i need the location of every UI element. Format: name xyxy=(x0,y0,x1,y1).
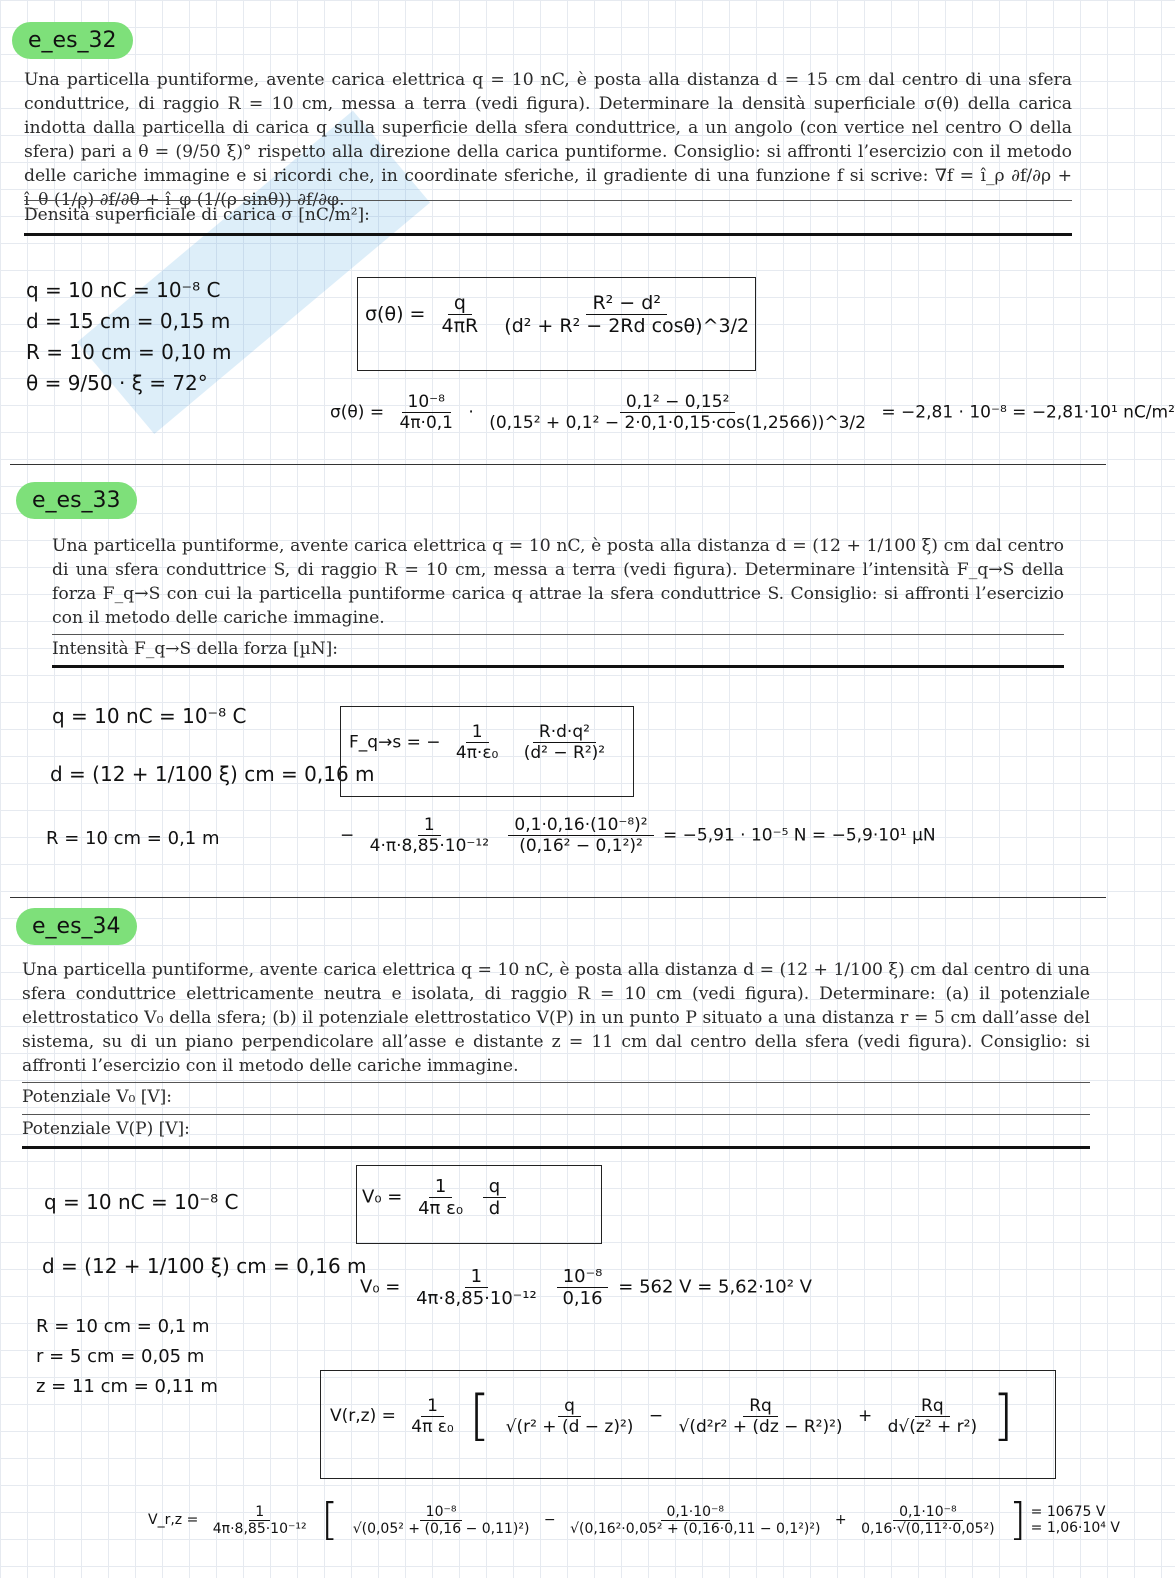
v0c-lhs: V₀ = xyxy=(360,1276,401,1298)
calc-den2-33: (0,16² − 0,1²)² xyxy=(519,836,643,856)
vzc-result1: = 10675 V xyxy=(1030,1504,1106,1520)
formula-lhs-32: σ(θ) = xyxy=(365,303,426,325)
v0-den1: 4π ε₀ xyxy=(418,1198,464,1219)
formula-32 xyxy=(365,292,759,337)
formula-den1-33: 4π·ε₀ xyxy=(455,743,499,763)
given-theta-32: θ = 9/50 · ξ = 72° xyxy=(26,371,208,395)
vzc-t3-den: 0,16·√(0,11²·0,05²) xyxy=(861,1520,995,1537)
calculation-33 xyxy=(340,815,936,856)
calc-den1-32: 4π·0,1 xyxy=(399,413,453,433)
v0c-den1: 4π·8,85·10⁻¹² xyxy=(416,1288,537,1309)
formula-vrz: V(r,z) = $\frac{1}{\text{4π ε₀}}$ [ $\frac{q}{\text{√(r² + (d − z)²)}}$ − $\frac{Rq}{\text{√(d²r² + (dz − R²)²)}}$ + $\frac{Rq}{\text{d√(z² + r²)}}$ ] xyxy=(330,1384,1014,1447)
given-d-32: d = 15 cm = 0,15 m xyxy=(26,309,231,333)
v0c-result: = 562 V = 5,62·10² V xyxy=(618,1276,812,1298)
calc-num2-33: 0,1·0,16·(10⁻⁸)² xyxy=(508,815,653,836)
vzc-num1: 1 xyxy=(249,1504,270,1521)
vzc-t1-num: 10⁻⁸ xyxy=(420,1504,463,1521)
v0c-den2: 0,16 xyxy=(562,1288,603,1309)
problem-text-34: Una particella puntiforme, avente carica elettrica q = 10 nC, è posta alla distanza d = (12 + 1/100 ξ) cm dal centro di una sfera conduttrice elettricamente neutra e isolata, di raggio R = 10 cm (vedi figura). Determinare: (a) il potenziale elettrostatico V₀ della sfera; (b) il potenziale elettrostatico V(P) in un punto P situato a una distanza r = 5 cm dall’asse del sistema, su di un piano perpendicolare all’asse e distante z = 11 cm dal centro della sfera (vedi figura). Consiglio: si affronti l’esercizio con il metodo delle cariche immagine. xyxy=(22,960,1090,1076)
given-q-32: q = 10 nC = 10⁻⁸ C xyxy=(26,278,221,302)
formula-den1-32: 4πR xyxy=(441,315,479,337)
vz-den1: 4π ε₀ xyxy=(411,1416,454,1437)
given-q-34: q = 10 nC = 10⁻⁸ C xyxy=(44,1190,239,1214)
section-badge-32: e_es_32 xyxy=(12,22,133,59)
v0-num2: q xyxy=(483,1176,506,1198)
v0-num1: 1 xyxy=(429,1176,452,1198)
vz-t2-num: Rq xyxy=(743,1396,778,1417)
vz-lhs: V(r,z) = xyxy=(330,1406,396,1426)
formula-num1-32: q xyxy=(448,292,472,315)
formula-num1-33: 1 xyxy=(466,722,489,743)
calc-num2-32: 0,1² − 0,15² xyxy=(620,392,736,413)
vz-num1: 1 xyxy=(421,1396,444,1417)
vzc-t2-den: √(0,16²·0,05² + (0,16·0,11 − 0,1²)²) xyxy=(570,1520,821,1537)
answer-field-33: Intensità F_q→S della forza [µN]: xyxy=(52,634,1064,659)
calc-num1-32: 10⁻⁸ xyxy=(402,392,451,413)
calc-lhs-32: σ(θ) = xyxy=(330,402,385,423)
section-separator xyxy=(10,897,1106,898)
thick-rule-33 xyxy=(52,665,1064,668)
formula-num2-32: R² − d² xyxy=(586,292,667,315)
vzc-lhs: V_r,z = xyxy=(148,1512,199,1528)
calc-prefix-33: − xyxy=(340,825,355,846)
calc-result-33: = −5,91 · 10⁻⁵ N = −5,9·10¹ µN xyxy=(663,825,936,846)
vz-t1-den: √(r² + (d − z)²) xyxy=(505,1416,634,1437)
calc-den1-33: 4·π·8,85·10⁻¹² xyxy=(369,836,490,856)
given-r-34: r = 5 cm = 0,05 m xyxy=(36,1346,205,1367)
thick-rule-34 xyxy=(22,1146,1090,1149)
given-d-34: d = (12 + 1/100 ξ) cm = 0,16 m xyxy=(42,1254,367,1278)
given-R-32: R = 10 cm = 0,10 m xyxy=(26,340,232,364)
vzc-den1: 4π·8,85·10⁻¹² xyxy=(212,1520,307,1537)
given-R-33: R = 10 cm = 0,1 m xyxy=(46,828,220,849)
answer-field-34a: Potenziale V₀ [V]: xyxy=(22,1082,1090,1107)
formula-den2-32: (d² + R² − 2Rd cosθ)^3/2 xyxy=(504,315,750,337)
v0c-num2: 10⁻⁸ xyxy=(557,1266,609,1288)
vzc-t2-num: 0,1·10⁻⁸ xyxy=(661,1504,731,1521)
v0-den2: d xyxy=(488,1198,501,1219)
vzc-t1-den: √(0,05² + (0,16 − 0,11)²) xyxy=(352,1520,530,1537)
given-q-33: q = 10 nC = 10⁻⁸ C xyxy=(52,704,247,728)
calculation-32: σ(θ) = $\frac{\text{10⁻⁸}}{4\pi\cdot 0,1}$ · $\frac{\text{0,1² − 0,15²}}{\text{(0,15² + 0,1² − 2·0,1·0,15·cos(1,2566))\textasciicircum{}3/2}}$ = −2,81 · 10⁻⁸ = −2,81·10¹ nC/m² xyxy=(330,392,1175,433)
calc-den2-32: (0,15² + 0,1² − 2·0,1·0,15·cos(1,2566))^3/2 xyxy=(489,413,866,433)
vz-t3-num: Rq xyxy=(915,1396,950,1417)
vz-t1-num: q xyxy=(558,1396,581,1417)
right-bracket: ] xyxy=(1009,1494,1027,1545)
thick-rule-32 xyxy=(24,233,1072,236)
vz-t2-den: √(d²r² + (dz − R²)²) xyxy=(678,1416,843,1437)
formula-v0 xyxy=(362,1176,510,1219)
answer-field-32: Densità superficiale di carica σ [nC/m²]: xyxy=(24,200,1072,225)
section-badge-33: e_es_33 xyxy=(16,482,137,519)
calculation-vrz: V_r,z = $\frac{1}{\text{4π·8,85·10⁻¹²}}$ [ $\frac{\text{10⁻⁸}}{\text{√(0,05² + (0,16 − 0,11)²)}}$ − $\frac{\text{0,1·10⁻⁸}}{\text{√(0,16²·0,05² + (0,16·0,11 − 0,1²)²)}}$ + $\frac{\text{0,1·10⁻⁸}}{\text{0,16·√(0,11²·0,05²)}}$ ] = 10675 V = 1,06·10⁴ V xyxy=(148,1494,1120,1545)
vzc-t3-num: 0,1·10⁻⁸ xyxy=(893,1504,963,1521)
vz-t3-den: d√(z² + r²) xyxy=(887,1416,978,1437)
answer-field-34b: Potenziale V(P) [V]: xyxy=(22,1114,1090,1139)
left-bracket: [ xyxy=(469,1384,491,1447)
formula-lhs-33: F_q→s = − xyxy=(349,732,441,753)
formula-num2-33: R·d·q² xyxy=(533,722,596,743)
calc-result-32: = −2,81 · 10⁻⁸ = −2,81·10¹ nC/m² xyxy=(881,402,1175,423)
calculation-v0 xyxy=(360,1266,812,1309)
problem-text-33: Una particella puntiforme, avente carica elettrica q = 10 nC, è posta alla distanza d = (12 + 1/100 ξ) cm dal centro di una sfera conduttrice S, di raggio R = 10 cm, messa a terra (vedi figura). Determinare l’intensità F_q→S della forza F_q→S con cui la particella puntiforme carica q attrae la sfera conduttrice S. Consiglio: si affronti l’esercizio con il metodo delle cariche immagine. xyxy=(52,536,1064,628)
right-bracket: ] xyxy=(992,1384,1014,1447)
formula-den2-33: (d² − R²)² xyxy=(523,743,606,763)
section-badge-34: e_es_34 xyxy=(16,908,137,945)
left-bracket: [ xyxy=(321,1494,339,1545)
calc-num1-33: 1 xyxy=(418,815,441,836)
given-d-33: d = (12 + 1/100 ξ) cm = 0,16 m xyxy=(50,762,375,786)
v0-lhs: V₀ = xyxy=(362,1186,403,1208)
v0c-num1: 1 xyxy=(465,1266,488,1288)
section-separator xyxy=(10,464,1106,465)
problem-text-32: Una particella puntiforme, avente carica elettrica q = 10 nC, è posta alla distanza d = 15 cm dal centro di una sfera conduttrice, di raggio R = 10 cm, messa a terra (vedi figura). Determinare la densità superficiale σ(θ) della carica indotta dalla particella di carica q sulla superficie della sfera conduttrice, a un angolo (con vertice nel centro O della sfera) pari a θ = (9/50 ξ)° rispetto alla direzione della carica puntiforme. Consiglio: si affronti l’esercizio con il metodo delle cariche immagine e si ricordi che, in coordinate sferiche, il gradiente di una funzione f si scrive: ∇f = î_ρ ∂f/∂ρ + î_θ (1/ρ) ∂f/∂θ + î_φ (1/(ρ sinθ)) ∂f/∂φ. xyxy=(24,70,1072,210)
given-z-34: z = 11 cm = 0,11 m xyxy=(36,1376,218,1397)
vzc-result2: = 1,06·10⁴ V xyxy=(1030,1520,1120,1536)
formula-33 xyxy=(349,722,615,763)
given-R-34: R = 10 cm = 0,1 m xyxy=(36,1316,210,1337)
